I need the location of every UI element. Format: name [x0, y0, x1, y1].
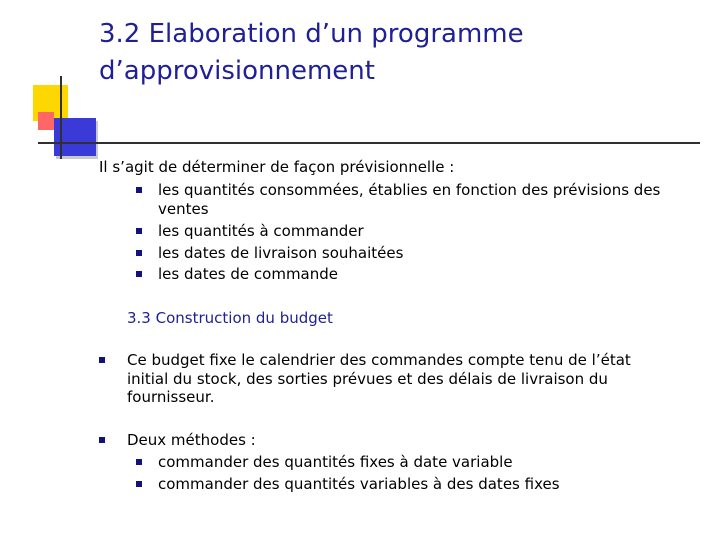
section2-para-line-2: initial du stock, des sorties prévues et des délais de livraison du [127, 370, 608, 388]
bullet-icon [136, 459, 142, 465]
section2-heading: 3.3 Construction du budget [127, 309, 333, 327]
section2-para-line-1: Ce budget fixe le calendrier des commandes compte tenu de l’état [127, 351, 631, 369]
section1-item-4: les dates de commande [158, 265, 338, 283]
section1-item-3: les dates de livraison souhaitées [158, 244, 404, 262]
decor-vertical-line [60, 76, 62, 159]
section1-intro: Il s’agit de déterminer de façon prévisionnelle : [99, 158, 455, 176]
method-item-1: commander des quantités fixes à date variable [158, 453, 513, 471]
bullet-icon [136, 228, 142, 234]
section1-item-1: les quantités consommées, établies en fonction des prévisions des [158, 181, 661, 199]
bullet-icon [99, 357, 105, 363]
method-item-2: commander des quantités variables à des dates fixes [158, 475, 560, 493]
bullet-icon [99, 437, 105, 443]
bullet-icon [136, 250, 142, 256]
decor-red-square [38, 112, 54, 130]
bullet-icon [136, 481, 142, 487]
title-line-2: d’approvisionnement [99, 56, 375, 86]
bullet-icon [136, 271, 142, 277]
title-divider-line [38, 142, 700, 144]
section1-item-2: les quantités à commander [158, 222, 364, 240]
bullet-icon [136, 187, 142, 193]
section1-item-1-cont: ventes [158, 200, 209, 218]
section2-para-line-3: fournisseur. [127, 388, 215, 406]
methods-intro: Deux méthodes : [127, 431, 256, 449]
title-line-1: 3.2 Elaboration d’un programme [99, 19, 524, 49]
slide-title [99, 16, 699, 90]
